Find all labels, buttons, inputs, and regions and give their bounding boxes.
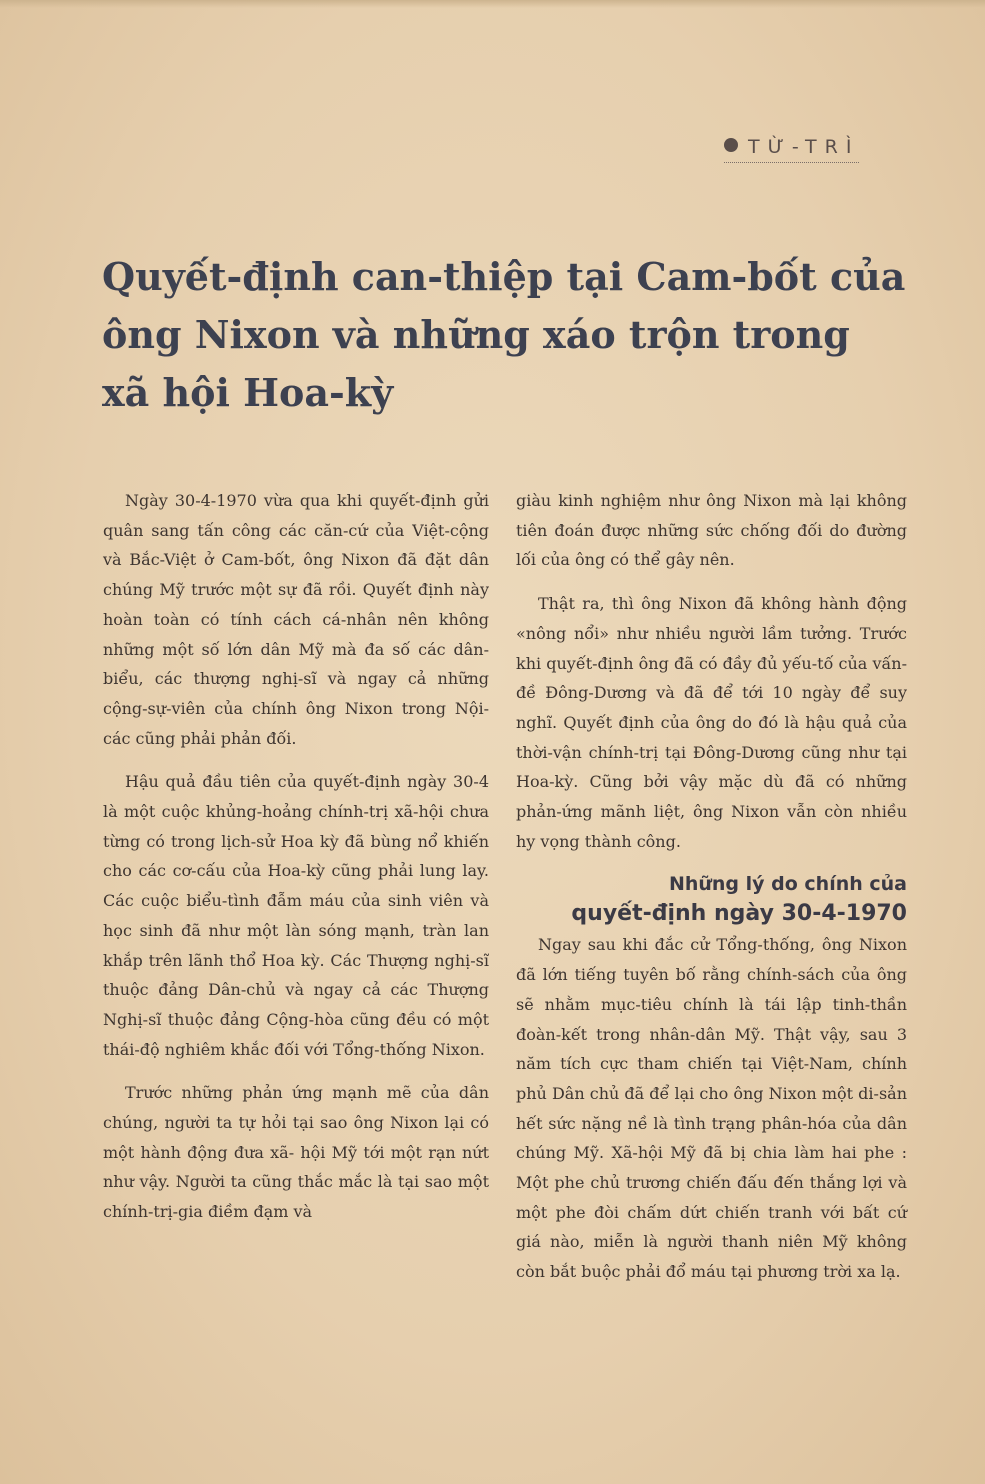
paragraph: Ngay sau khi đắc cử Tổng-thống, ông Nixon đã lớn tiếng tuyên bố rằng chính-sách của ông sẽ nhằm mục-tiêu chính là tái lập tinh-thần đoàn-kết trong nhân-dân Mỹ. Thật vậy, sau 3 năm tích cực tham chiến tại Việt-Nam, chính phủ Dân chủ đã để lại cho ông Nixon một di-sản hết sức nặng nề là tình trạng phân-hóa của dân chúng Mỹ. Xã-hội Mỹ đã bị chia làm hai phe : Một phe chủ trương chiến đấu đến thắng lợi và một phe đòi chấm dứt chiến tranh với bất cứ giá nào, miễn là người thanh niên Mỹ không còn bắt buộc phải đổ máu tại phương trời xa lạ. [516, 935, 907, 1282]
author-name: TỪ-TRÌ [748, 136, 860, 158]
bullet-icon [724, 138, 738, 152]
page-edge [0, 0, 985, 8]
paragraph: Hậu quả đầu tiên của quyết-định ngày 30-4 là một cuộc khủng-hoảng chính-trị xã-hội chưa từng có trong lịch-sử Hoa kỳ đã bùng nổ khiến cho các cơ-cấu của Hoa-kỳ cũng phải lung lay. Các cuộc biểu-tình đẫm máu của sinh viên và học sinh đã như một làn sóng mạnh, tràn lan khắp trên lãnh thổ Hoa kỳ. Các Thượng nghị-sĩ thuộc đảng Dân-chủ và ngay cả các Thượng Nghị-sĩ thuộc đảng Cộng-hòa cũng đều có một thái-độ nghiêm khắc đối với Tổng-thống Nixon. [103, 772, 489, 1059]
left-column [103, 486, 489, 1241]
paragraph: Trước những phản ứng mạnh mẽ của dân chúng, người ta tự hỏi tại sao ông Nixon lại có một hành động đưa xã- hội Mỹ tới một rạn nứt như vậy. Người ta cũng thắc mắc là tại sao một chính-trị-gia điềm đạm và [103, 1083, 489, 1222]
paragraph: giàu kinh nghiệm như ông Nixon mà lại không tiên đoán được những sức chống đối do đường lối của ông có thể gây nên. [516, 491, 907, 570]
right-column [516, 486, 907, 1301]
section-subheading [516, 870, 907, 928]
paragraph: Thật ra, thì ông Nixon đã không hành động «nông nổi» như nhiều người lầm tưởng. Trước khi quyết-định ông đã có đầy đủ yếu-tố của vấn-đề Đông-Dương và đã để tới 10 ngày để suy nghĩ. Quyết định của ông do đó là hậu quả của thời-vận chính-trị tại Đông-Dương cũng như tại Hoa-kỳ. Cũng bởi vậy mặc dù đã có những phản-ứng mãnh liệt, ông Nixon vẫn còn nhiều hy vọng thành công. [516, 594, 907, 851]
author-byline [724, 136, 859, 163]
subheading-line: Những lý do chính của [668, 873, 907, 896]
paragraph: Ngày 30-4-1970 vừa qua khi quyết-định gửi quân sang tấn công các căn-cứ của Việt-cộng và Bắc-Việt ở Cam-bốt, ông Nixon đã đặt dân chúng Mỹ trước một sự đã rồi. Quyết định này hoàn toàn có tính cách cá-nhân nên không những một số lớn dân Mỹ mà đa số các dân-biểu, các thượng nghị-sĩ và ngay cả những cộng-sự-viên của chính ông Nixon trong Nội-các cũng phải phản đối. [103, 491, 489, 748]
article-title: Quyết-định can-thiệp tại Cam-bốt của ông Nixon và những xáo trộn trong xã hội Hoa-kỳ [102, 254, 906, 415]
subheading-line: quyết-định ngày 30-4-1970 [571, 901, 907, 927]
